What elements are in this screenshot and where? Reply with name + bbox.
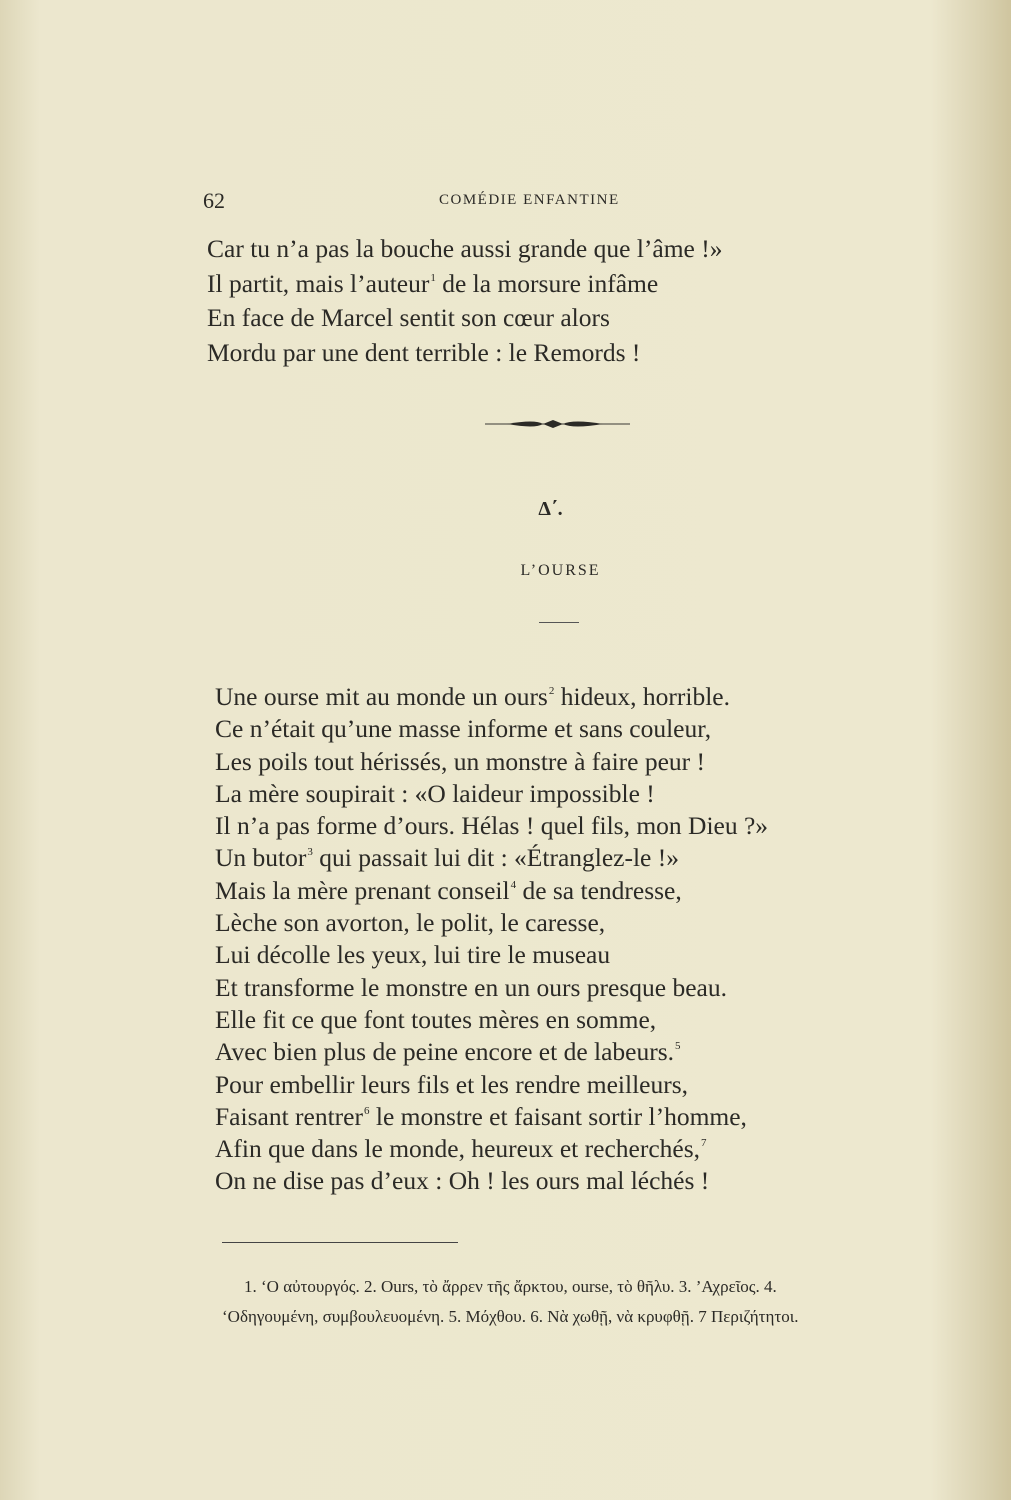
footnote-rule: [222, 1242, 458, 1243]
poem-body: [215, 681, 768, 1198]
poem-title: L’OURSE: [520, 562, 601, 579]
verse-line: Afin que dans le monde, heureux et recherchés,$^7$: [215, 1134, 707, 1164]
title-rule: [539, 622, 579, 623]
verse-line: En face de Marcel sentit son cœur alors: [207, 303, 610, 332]
footnote-line: 1. ‘Ο αὐτουργός. 2. Ours, τὸ ἄρρεν τῆς ἄρκτου, ourse, τὸ θῆλυ. 3. ’Αχρεῖος. 4.: [244, 1277, 777, 1296]
verse-line: Une ourse mit au monde un ours$^2$ hideux, horrible.: [215, 682, 730, 711]
verse-line: Il partit, mais l’auteur$^1$ de la morsure infâme: [207, 268, 659, 298]
verse-line: Un butor$^3$ qui passait lui dit : «Étranglez-le !»: [215, 843, 679, 873]
verse-line: Ce n’était qu’une masse informe et sans couleur,: [215, 714, 712, 744]
verse-line: Et transforme le monstre en un ours presque beau.: [215, 972, 727, 1002]
section-divider-ornament: [485, 418, 630, 430]
footnotes: [222, 1272, 922, 1332]
footnote-line: ‘Οδηγουμένη, συμβουλευομένη. 5. Μόχθου. 6. Νὰ χωθῇ, νὰ κρυφθῇ. 7 Περιζήτητοι.: [222, 1307, 799, 1326]
page-number: 62: [203, 188, 225, 213]
verse-line: Pour embellir leurs fils et les rendre meilleurs,: [215, 1069, 689, 1099]
verse-line: On ne dise pas d’eux : Oh ! les ours mal léchés !: [215, 1166, 710, 1196]
verse-line: Mordu par une dent terrible : le Remords !: [207, 337, 641, 367]
verse-line: Il n’a pas forme d’ours. Hélas ! quel fils, mon Dieu ?»: [215, 811, 769, 841]
section-number: Δ΄.: [538, 498, 563, 520]
footnote-marker: 1: [430, 271, 436, 284]
footnote-marker: 2: [548, 685, 555, 697]
verse-line: Elle fit ce que font toutes mères en somme,: [215, 1004, 657, 1034]
verse-line: Avec bien plus de peine encore et de labeurs.$^5$: [215, 1037, 681, 1067]
verse-line: Lui décolle les yeux, lui tire le museau: [215, 940, 611, 970]
footnote-marker: 6: [363, 1104, 370, 1117]
footnote-marker: 3: [307, 846, 313, 859]
verse-line: Mais la mère prenant conseil$^4$ de sa tendresse,: [215, 875, 682, 905]
footnote-marker: 7: [701, 1137, 707, 1150]
verse-line: Car tu n’a pas la bouche aussi grande que l’âme !»: [207, 234, 723, 263]
verse-line: Faisant rentrer$^6$ le monstre et faisant sortir l’homme,: [215, 1101, 747, 1131]
verse-line: Les poils tout hérissés, un monstre à faire peur !: [215, 746, 706, 776]
closing-stanza: [207, 232, 722, 370]
footnote-marker: 5: [675, 1040, 681, 1053]
running-header: [203, 188, 673, 218]
verse-line: Lèche son avorton, le polit, le caresse,: [215, 908, 606, 938]
verse-line: La mère soupirait : «O laideur impossible !: [215, 778, 655, 808]
footnote-marker: 4: [510, 878, 517, 891]
running-title: COMÉDIE ENFANTINE: [439, 192, 620, 208]
